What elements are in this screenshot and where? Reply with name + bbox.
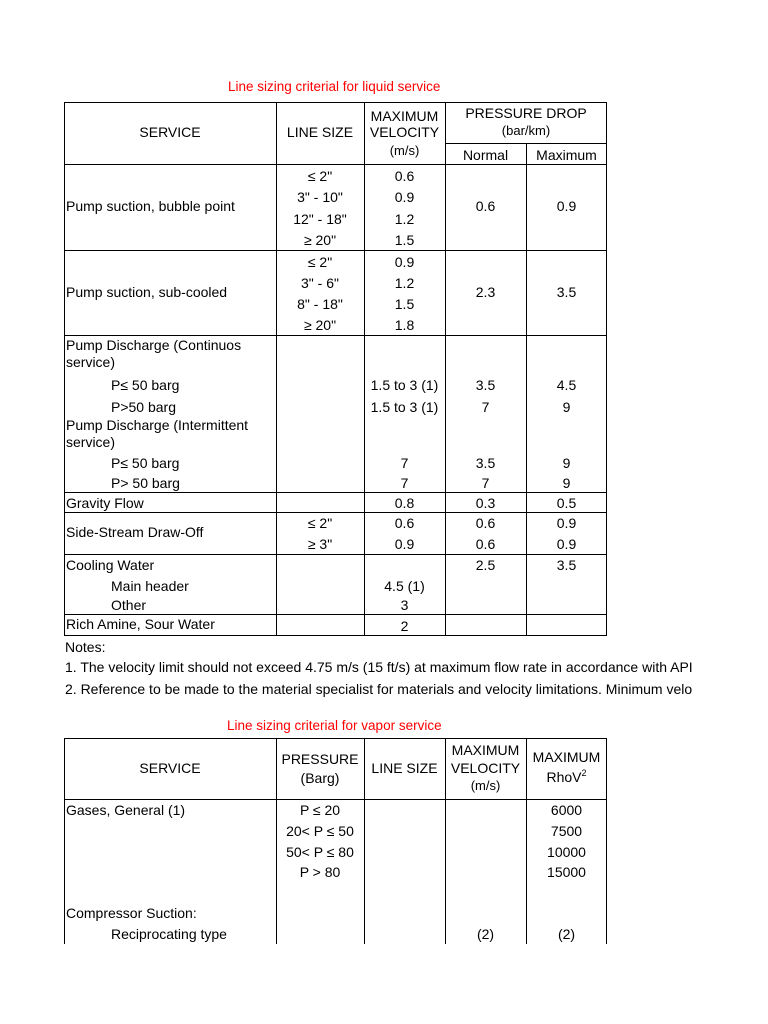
vapor-header-pressure-1: PRESSURE <box>281 751 359 767</box>
line-size: ≥ 20" <box>303 317 337 333</box>
pressure-drop-normal: 0.3 <box>475 495 496 511</box>
cooling-row-label: Other <box>111 597 147 613</box>
velocity: 0.9 <box>394 254 415 270</box>
header-normal: Normal <box>462 147 509 163</box>
liquid-table-title: Line sizing criterial for liquid service <box>228 79 441 94</box>
velocity: 3 <box>400 597 409 613</box>
service-bubble-point: Pump suction, bubble point <box>66 198 235 214</box>
vapor-header-max-velocity-3: (m/s) <box>470 778 501 793</box>
vapor-header-max-velocity-1: MAXIMUM <box>451 742 520 758</box>
pressure-drop-maximum: 9 <box>562 455 571 471</box>
service-gases-general: Gases, General (1) <box>66 802 186 818</box>
pressure-range: P ≤ 20 <box>299 802 341 818</box>
compressor-row-label: Reciprocating type <box>111 926 227 942</box>
service-sub-cooled: Pump suction, sub-cooled <box>66 284 228 300</box>
cooling-row-label: Main header <box>111 578 189 594</box>
pressure-range: 50< P ≤ 80 <box>286 844 354 860</box>
max-rhov: 15000 <box>547 864 586 880</box>
velocity: 4.5 (1) <box>384 578 425 594</box>
velocity: 7 <box>400 455 409 471</box>
pressure-drop-maximum: 0.9 <box>556 515 577 531</box>
header-max-velocity-1: MAXIMUM <box>370 108 439 124</box>
vapor-table-title: Line sizing criterial for vapor service <box>227 718 442 733</box>
note-line-1: 1. The velocity limit should not exceed 4.75 m/s (15 ft/s) at maximum flow rate in accordance with API <box>65 659 693 675</box>
pressure-row-label: P≤ 50 barg <box>111 455 180 471</box>
pressure-drop-normal: 3.5 <box>475 377 496 393</box>
header-line-size: LINE SIZE <box>286 124 354 140</box>
line-size: ≤ 2" <box>307 254 333 270</box>
pressure-range: 20< P ≤ 50 <box>286 823 354 839</box>
pressure-row-label: P> 50 barg <box>111 475 180 491</box>
velocity: 2 <box>400 618 409 634</box>
service-side-stream: Side-Stream Draw-Off <box>66 524 204 540</box>
header-maximum: Maximum <box>536 147 597 163</box>
velocity: 0.9 <box>394 189 415 205</box>
pressure-drop-maximum: 9 <box>562 475 571 491</box>
header-max-velocity-2: VELOCITY <box>369 124 440 140</box>
service-cooling-water: Cooling Water <box>66 557 155 573</box>
vapor-header-max-rhov-1: MAXIMUM <box>532 749 601 765</box>
vapor-header-pressure-2: (Barg) <box>300 770 340 786</box>
velocity: (2) <box>476 926 495 942</box>
pressure-row-label: P>50 barg <box>111 399 176 415</box>
line-size: ≥ 20" <box>303 232 337 248</box>
pressure-drop-normal: 7 <box>481 475 490 491</box>
velocity: 1.2 <box>394 211 415 227</box>
line-size: 3" - 6" <box>301 275 339 291</box>
line-size: 8" - 18" <box>297 296 343 312</box>
service-gravity-flow: Gravity Flow <box>66 495 144 511</box>
pressure-drop-maximum: 4.5 <box>556 377 577 393</box>
velocity: 0.9 <box>394 536 415 552</box>
pressure-drop-maximum: 3.5 <box>556 284 577 300</box>
velocity: 0.8 <box>394 495 415 511</box>
velocity: 1.5 to 3 (1) <box>370 377 439 393</box>
velocity: 7 <box>400 475 409 491</box>
line-size: 3" - 10" <box>297 189 343 205</box>
pressure-drop-normal: 7 <box>481 399 490 415</box>
service-compressor-suction: Compressor Suction: <box>66 905 197 921</box>
header-service: SERVICE <box>139 124 201 140</box>
notes-title: Notes: <box>65 639 106 655</box>
pressure-range: P > 80 <box>299 864 341 880</box>
max-rhov: (2) <box>557 926 576 942</box>
vapor-header-rhov <box>526 770 607 784</box>
line-size: 12" - 18" <box>293 211 347 227</box>
max-rhov: 10000 <box>547 844 586 860</box>
rhov-label: RhoV <box>546 769 582 785</box>
pressure-drop-normal: 2.5 <box>475 557 496 573</box>
velocity: 1.2 <box>394 275 415 291</box>
service-rich-amine: Rich Amine, Sour Water <box>66 616 215 632</box>
note-line-2: 2. Reference to be made to the material specialist for materials and velocity limitations. Minimum velo <box>65 681 693 697</box>
pressure-drop-normal: 2.3 <box>475 284 496 300</box>
header-pressure-drop-1: PRESSURE DROP <box>465 105 587 121</box>
pressure-drop-normal: 0.6 <box>475 198 496 214</box>
line-size: ≤ 2" <box>307 168 333 184</box>
line-size: ≥ 3" <box>307 536 333 552</box>
service-discharge-continuous: Pump Discharge (Continuos <box>66 337 242 353</box>
header-pressure-drop-2: (bar/km) <box>501 123 551 138</box>
vapor-header-service: SERVICE <box>139 760 201 776</box>
service-discharge-intermittent-2: service) <box>66 434 116 450</box>
service-discharge-intermittent: Pump Discharge (Intermittent <box>66 417 249 433</box>
pressure-drop-normal: 0.6 <box>475 536 496 552</box>
velocity: 1.5 <box>394 232 415 248</box>
velocity: 0.6 <box>394 515 415 531</box>
max-rhov: 7500 <box>550 823 583 839</box>
pressure-drop-maximum: 0.9 <box>556 198 577 214</box>
vapor-header-line-size: LINE SIZE <box>371 760 438 776</box>
pressure-drop-maximum: 0.9 <box>556 536 577 552</box>
pressure-row-label: P≤ 50 barg <box>111 377 180 393</box>
vapor-header-max-velocity-2: VELOCITY <box>450 760 521 776</box>
service-discharge-continuous-2: service) <box>66 354 116 370</box>
max-rhov: 6000 <box>550 802 583 818</box>
pressure-drop-maximum: 0.5 <box>556 495 577 511</box>
velocity: 1.8 <box>394 317 415 333</box>
pressure-drop-normal: 0.6 <box>475 515 496 531</box>
pressure-drop-maximum: 9 <box>562 399 571 415</box>
header-max-velocity-3: (m/s) <box>389 143 420 158</box>
velocity: 1.5 <box>394 296 415 312</box>
velocity: 0.6 <box>394 168 415 184</box>
rhov-superscript: 2 <box>581 768 587 778</box>
pressure-drop-normal: 3.5 <box>475 455 496 471</box>
line-size: ≤ 2" <box>307 515 333 531</box>
velocity: 1.5 to 3 (1) <box>370 399 439 415</box>
pressure-drop-maximum: 3.5 <box>556 557 577 573</box>
